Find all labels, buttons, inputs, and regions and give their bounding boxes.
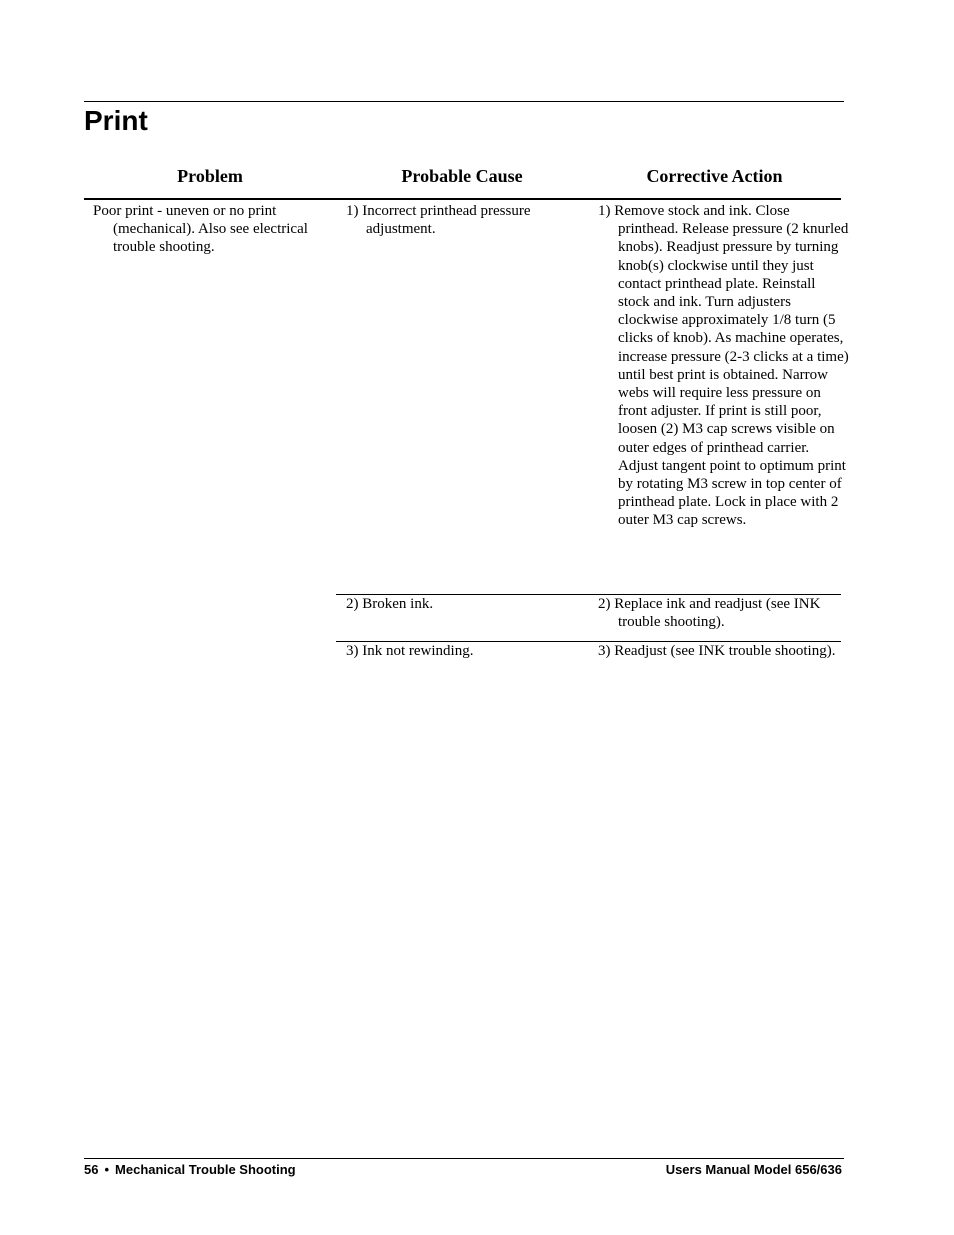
top-rule: [84, 101, 844, 102]
chapter-title: Mechanical Trouble Shooting: [115, 1162, 296, 1177]
section-title: Print: [84, 105, 148, 136]
problem-cell: Poor print - uneven or no print (mechanical). Also see electrical trouble shooting.: [93, 203, 308, 256]
bullet-icon: •: [104, 1162, 110, 1177]
action-cell-1: 1) Remove stock and ink. Close printhead. Release pressure (2 knurled knobs). Readjust pressure by turning knob(s) clockwise until they just contact printhead plate. Reinstall stock and ink. Turn adjusters clockwise approximately 1/8 turn (5 clicks of knob). As machine operates, increase pressure (2-3 clicks at a time) until best print is obtained. Narrow webs will require less pressure on front adjuster. If print is still poor, loosen (2) M3 cap screws visible on outer edges of printhead carrier. Adjust tangent point to optimum print by rotating M3 screw in top center of printhead plate. Lock in place with 2 outer M3 cap screws.: [598, 203, 849, 529]
cause-cell-3: 3) Ink not rewinding.: [346, 643, 474, 659]
header-rule: [84, 198, 841, 200]
action-cell-3: 3) Readjust (see INK trouble shooting).: [598, 643, 836, 659]
table-header: [84, 166, 841, 190]
header-corrective-action: Corrective Action: [646, 166, 783, 186]
header-probable-cause: Probable Cause: [401, 166, 523, 186]
header-problem: Problem: [177, 166, 243, 186]
page-number: 56: [84, 1162, 99, 1177]
footer-left: [84, 1162, 296, 1178]
action-cell-2: 2) Replace ink and readjust (see INK trouble shooting).: [598, 596, 821, 631]
cause-cell-2: 2) Broken ink.: [346, 596, 434, 612]
cause-cell-1: 1) Incorrect printhead pressure adjustment.: [346, 203, 531, 238]
footer-rule: [84, 1158, 844, 1159]
manual-title: Users Manual Model 656/636: [665, 1162, 842, 1177]
